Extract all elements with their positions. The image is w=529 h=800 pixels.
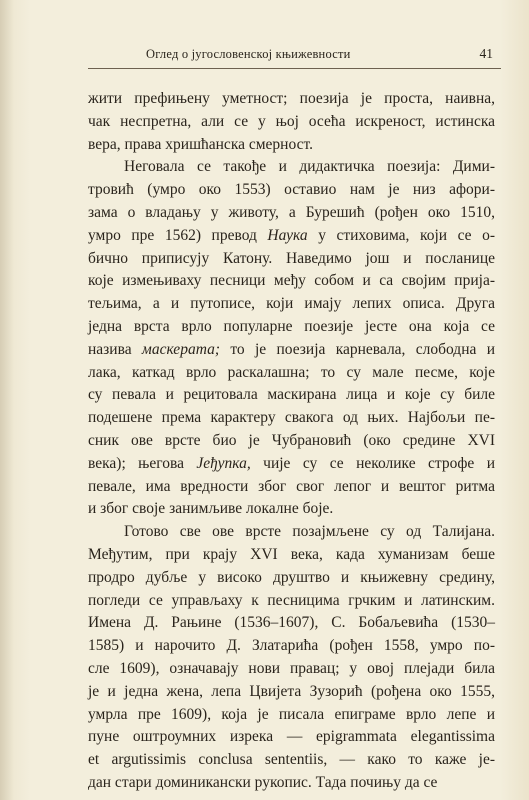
text-line: дан стари доминикански рукопис. Тада почињу да се [88, 773, 438, 791]
page-number: 41 [479, 46, 493, 61]
running-header [88, 44, 501, 69]
text-line: погледи се управљаху к песницима грчким и латинским. [88, 591, 495, 609]
text-line: умрла пре 1609), која је писала епиграме врло лепе и [88, 705, 495, 723]
body-text [88, 88, 495, 795]
text-line: и због своје занимљиве локалне боје. [88, 500, 334, 518]
italic-word: Наука [267, 226, 308, 244]
text-line: сник ове врсте био је Чубрановић (око средине XVI [88, 431, 495, 449]
text-line: Неговала се такође и дидактичка поезија: Дими- [124, 158, 495, 176]
page-gutter-shadow [0, 0, 14, 800]
text-line: жити префињену уметност; поезија је проста, наивна, [88, 90, 495, 107]
text-line: продро дубље у високо друштво и књижевну средину, [88, 568, 495, 586]
italic-word: Јеђупка, [196, 454, 251, 472]
text-line: Међутим, при крају XVI века, када хуманизам беше [88, 545, 495, 563]
text-line: тровић (умро око 1553) оставио нам је низ афори- [88, 181, 495, 199]
running-title: Оглед о југословенској књижевности [146, 47, 351, 61]
text-line: пуне оштроумних изрека — epigrammata elegantissima [88, 728, 495, 746]
text-line: певале, има вредности због свог лепог и вештог ритма [88, 477, 495, 495]
text-line: Готово све ове врсте позајмљене су од Талијана. [124, 523, 495, 541]
text-line: сле 1609), означавају нови правац; у овој плејади била [88, 659, 495, 677]
italic-word: маскерата; [141, 340, 220, 358]
text-line: су певала и рецитовала маскирана лица и које су биле [88, 386, 495, 404]
text-line: које измењиваху песници међу собом и са својим прија- [88, 272, 495, 290]
text-line: подешене према карактеру свакога од њих. Најбољи пе- [88, 409, 495, 427]
text-line: умро пре 1562) превод Наука у стиховима, који се о- [88, 226, 495, 244]
text-line: једна врста врло популарне поезије јесте она која се [88, 317, 495, 335]
text-line: вера, права хришћанска смерност. [88, 135, 313, 153]
text-line: зама о владању у животу, а Бурешић (рођен око 1510, [88, 203, 495, 221]
text-line: бично приписују Катону. Наведимо још и посланице [88, 249, 495, 267]
text-line: чак неспретна, али се у њој осећа искреност, истинска [88, 112, 495, 130]
text-line: лака, каткад врло раскалашна; то су мале песме, које [88, 363, 495, 381]
text-line: тељима, а и путописе, који имају лепих описа. Друга [88, 295, 495, 313]
text-line: је и једна жена, лепа Цвијета Зузорић (рођена око 1555, [88, 682, 495, 700]
text-line: 1585) и нарочито Д. Златарића (рођен 1558, умро по- [88, 637, 495, 655]
text-line: века); његова Јеђупка, чије су се неколике строфе и [88, 454, 495, 472]
text-line: Имена Д. Рањине (1536–1607), С. Бобаљевића (1530– [88, 614, 495, 632]
text-line: назива маскерата; то је поезија карневала, слободна и [88, 340, 495, 358]
text-line: et argutissimis conclusa sententiis, — како то каже је- [88, 751, 495, 769]
